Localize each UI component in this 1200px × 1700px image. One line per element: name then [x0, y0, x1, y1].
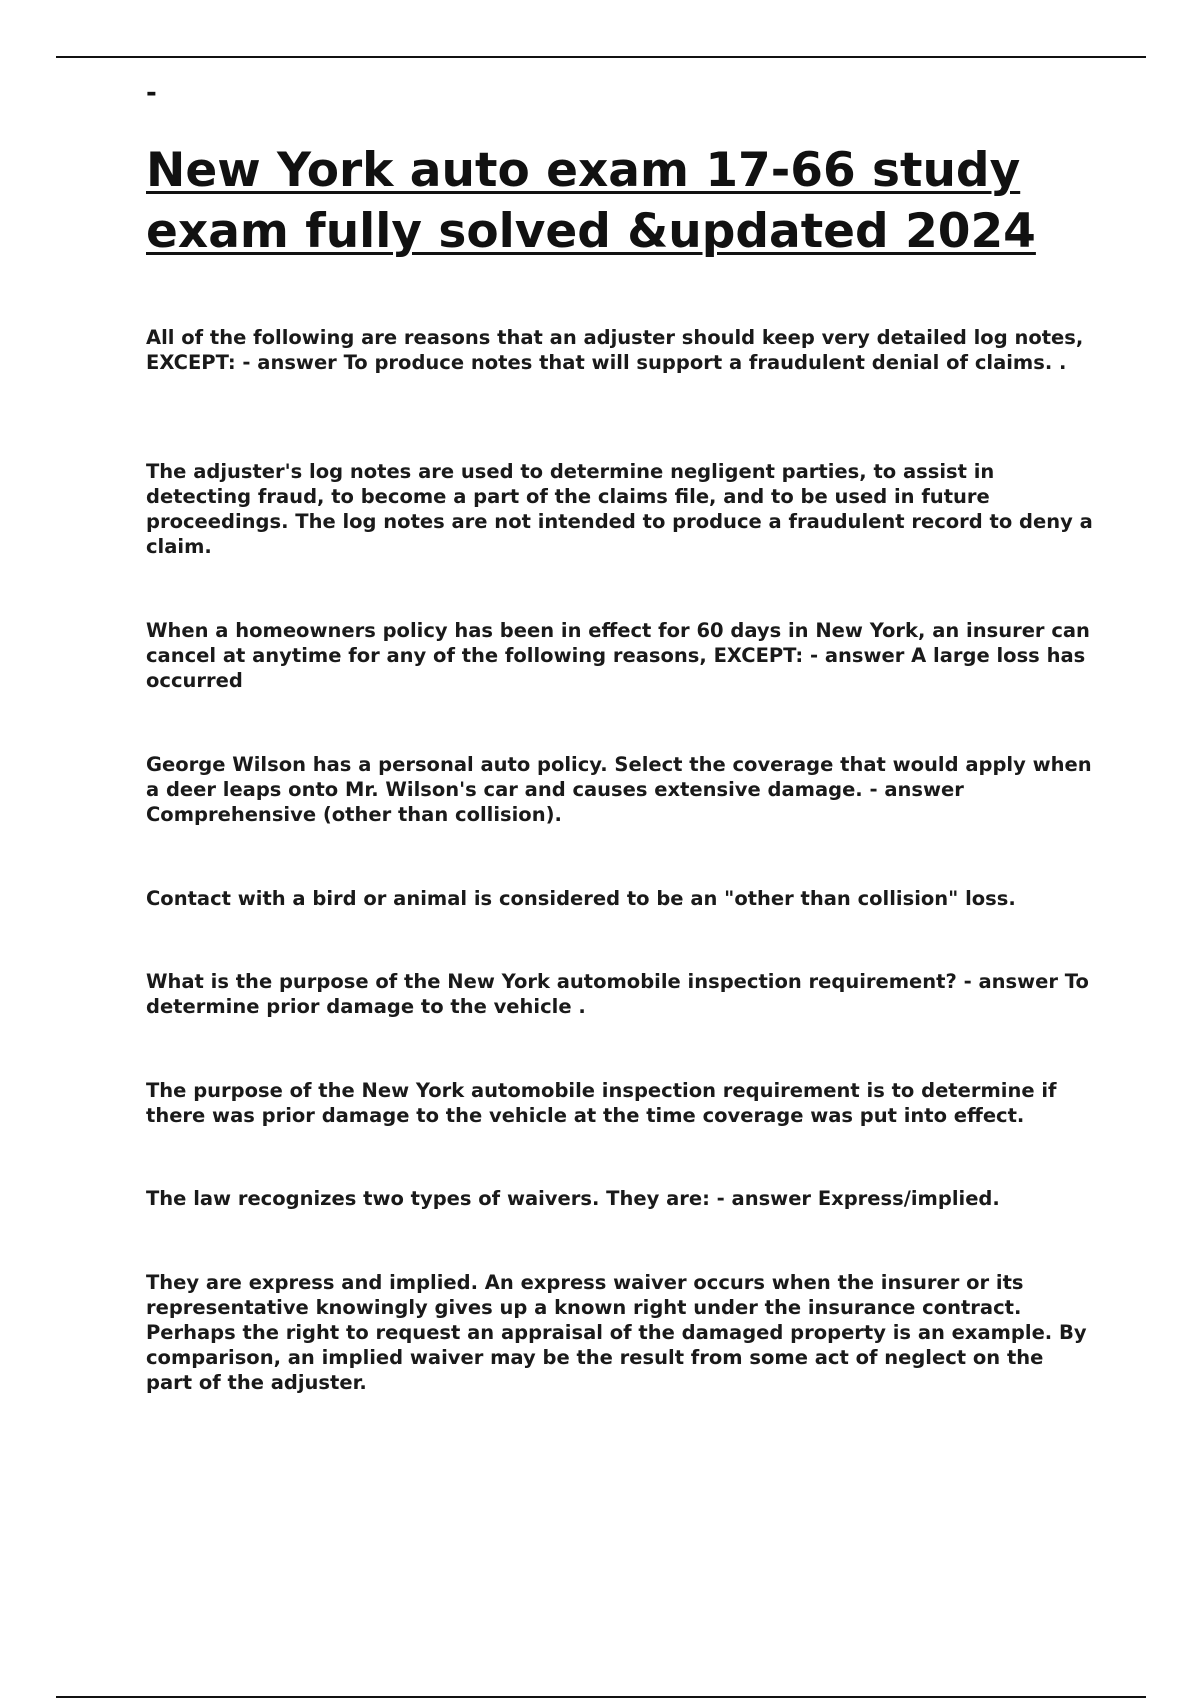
- paragraph-7: The purpose of the New York automobile inspection requirement is to determine if there was prior damage to the vehicle at the time coverage was put into effect.: [146, 1079, 1057, 1127]
- paragraph-9: They are express and implied. An express waiver occurs when the insurer or its representative knowingly gives up a known right under the insurance contract. Perhaps the right to request an appraisal of the damaged property is an example. By comparison, an implied waiver may be the result from some act of neglect on the part of the adjuster.: [146, 1271, 1087, 1394]
- paragraph-3: When a homeowners policy has been in effect for 60 days in New York, an insurer can cancel at anytime for any of the following reasons, EXCEPT: - answer A large loss has occurred: [146, 619, 1090, 692]
- top-rule: [56, 56, 1146, 58]
- bottom-rule: [56, 1696, 1146, 1698]
- paragraph-6: What is the purpose of the New York automobile inspection requirement? - answer To determine prior damage to the vehicle .: [146, 970, 1089, 1018]
- paragraph-8: The law recognizes two types of waivers. They are: - answer Express/implied.: [146, 1187, 1000, 1210]
- document-title: New York auto exam 17-66 study exam fully solved &updated 2024: [146, 143, 1036, 259]
- leading-dash: -: [146, 78, 157, 108]
- paragraph-5: Contact with a bird or animal is considered to be an "other than collision" loss.: [146, 887, 1016, 910]
- paragraph-1: All of the following are reasons that an adjuster should keep very detailed log notes, EXCEPT: - answer To produce notes that will support a fraudulent denial of claims. .: [146, 326, 1084, 374]
- paragraph-2: The adjuster's log notes are used to determine negligent parties, to assist in detecting fraud, to become a part of the claims file, and to be used in future proceedings. The log notes are not intended to produce a fraudulent record to deny a claim.: [146, 460, 1093, 558]
- paragraph-4: George Wilson has a personal auto policy. Select the coverage that would apply when a deer leaps onto Mr. Wilson's car and causes extensive damage. - answer Comprehensive (other than collision).: [146, 753, 1092, 826]
